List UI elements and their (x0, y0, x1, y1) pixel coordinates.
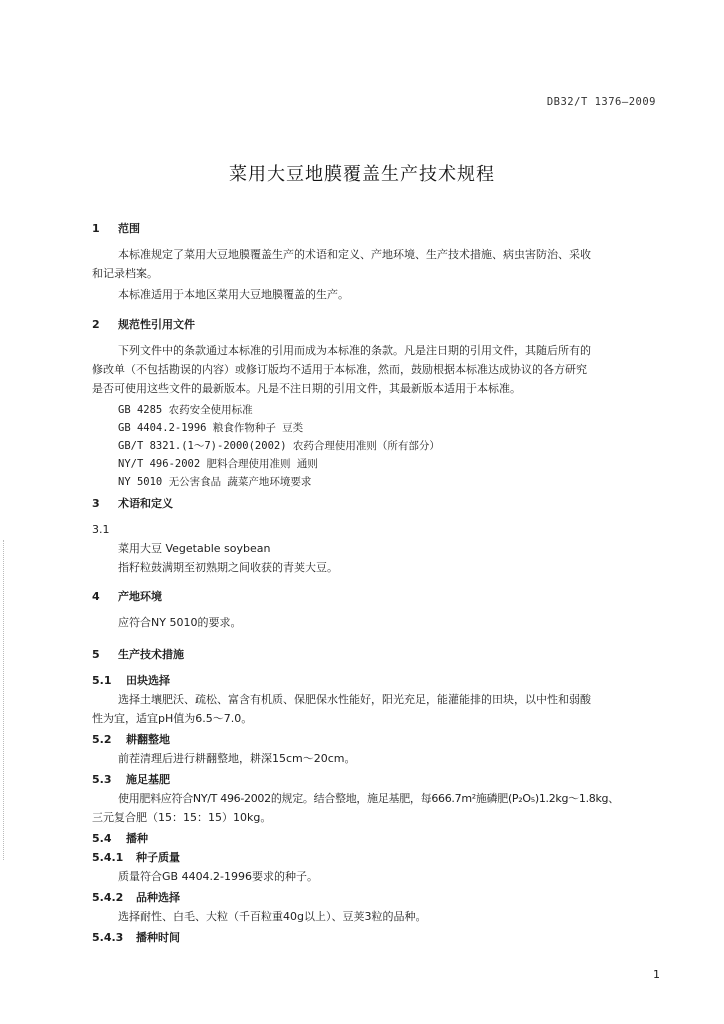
subsection-5-1-line-1: 选择土壤肥沃、疏松、富含有机质、保肥保水性能好，阳光充足，能灌能排的田块，以中性和弱酸 (118, 693, 591, 706)
subsection-5-4-3-heading: 5.4.3 播种时间 (92, 931, 180, 944)
subsection-5-3-line-1: 使用肥料应符合NY/T 496-2002的规定。结合整地，施足基肥，每666.7m²施磷肥(P₂O₅)1.2kg～1.8kg、 (118, 792, 619, 805)
subsection-5-1-heading: 5.1 田块选择 (92, 674, 170, 687)
subsection-5-4-2-heading: 5.4.2 品种选择 (92, 891, 180, 904)
section-1-paragraph-1-line-2: 和记录档案。 (92, 267, 158, 280)
subsection-5-3-heading: 5.3 施足基肥 (92, 773, 170, 786)
subsection-5-2-heading: 5.2 耕翻整地 (92, 733, 170, 746)
reference-item: GB 4404.2-1996 粮食作物种子 豆类 (118, 422, 304, 434)
subsection-5-4-1-line-1: 质量符合GB 4404.2-1996要求的种子。 (118, 870, 319, 883)
subsection-5-4-2-line-1: 选择耐性、白毛、大粒（千百粒重40g以上）、豆荚3粒的品种。 (118, 910, 427, 923)
section-3-heading: 3 术语和定义 (92, 497, 173, 510)
reference-item: NY 5010 无公害食品 蔬菜产地环境要求 (118, 476, 312, 488)
subsection-5-3-line-2: 三元复合肥（15：15：15）10kg。 (92, 811, 272, 824)
subsection-5-1-line-2: 性为宜，适宜pH值为6.5～7.0。 (92, 712, 253, 725)
term-name: 菜用大豆 Vegetable soybean (118, 542, 271, 555)
section-4-paragraph: 应符合NY 5010的要求。 (118, 616, 242, 629)
section-1-heading: 1 范围 (92, 222, 140, 235)
document-title: 菜用大豆地膜覆盖生产技术规程 (229, 164, 495, 185)
section-4-heading: 4 产地环境 (92, 590, 162, 603)
section-2-paragraph-line-1: 下列文件中的条款通过本标准的引用而成为本标准的条款。凡是注日期的引用文件，其随后所有的 (118, 344, 591, 357)
subsection-5-4-1-heading: 5.4.1 种子质量 (92, 851, 180, 864)
scan-edge-marks (3, 540, 5, 860)
subsection-3-1-number: 3.1 (92, 523, 110, 536)
page-number: 1 (653, 968, 660, 981)
section-5-heading: 5 生产技术措施 (92, 648, 184, 661)
reference-item: NY/T 496-2002 肥料合理使用准则 通则 (118, 458, 318, 470)
subsection-5-2-line-1: 前茬清理后进行耕翻整地，耕深15cm～20cm。 (118, 752, 356, 765)
term-definition: 指籽粒鼓满期至初熟期之间收获的青荚大豆。 (118, 561, 338, 574)
section-1-paragraph-2: 本标准适用于本地区菜用大豆地膜覆盖的生产。 (118, 288, 349, 301)
section-2-paragraph-line-2: 修改单（不包括勘误的内容）或修订版均不适用于本标准，然而，鼓励根据本标准达成协议的各方研究 (92, 363, 587, 376)
reference-item: GB 4285 农药安全使用标准 (118, 404, 253, 416)
reference-item: GB/T 8321.(1～7)-2000(2002) 农药合理使用准则（所有部分） (118, 440, 440, 452)
section-1-paragraph-1-line-1: 本标准规定了菜用大豆地膜覆盖生产的术语和定义、产地环境、生产技术措施、病虫害防治、采收 (118, 248, 591, 261)
section-2-paragraph-line-3: 是否可使用这些文件的最新版本。凡是不注日期的引用文件，其最新版本适用于本标准。 (92, 382, 521, 395)
section-2-heading: 2 规范性引用文件 (92, 318, 195, 331)
subsection-5-4-heading: 5.4 播种 (92, 832, 148, 845)
standard-code: DB32/T 1376—2009 (546, 96, 656, 108)
